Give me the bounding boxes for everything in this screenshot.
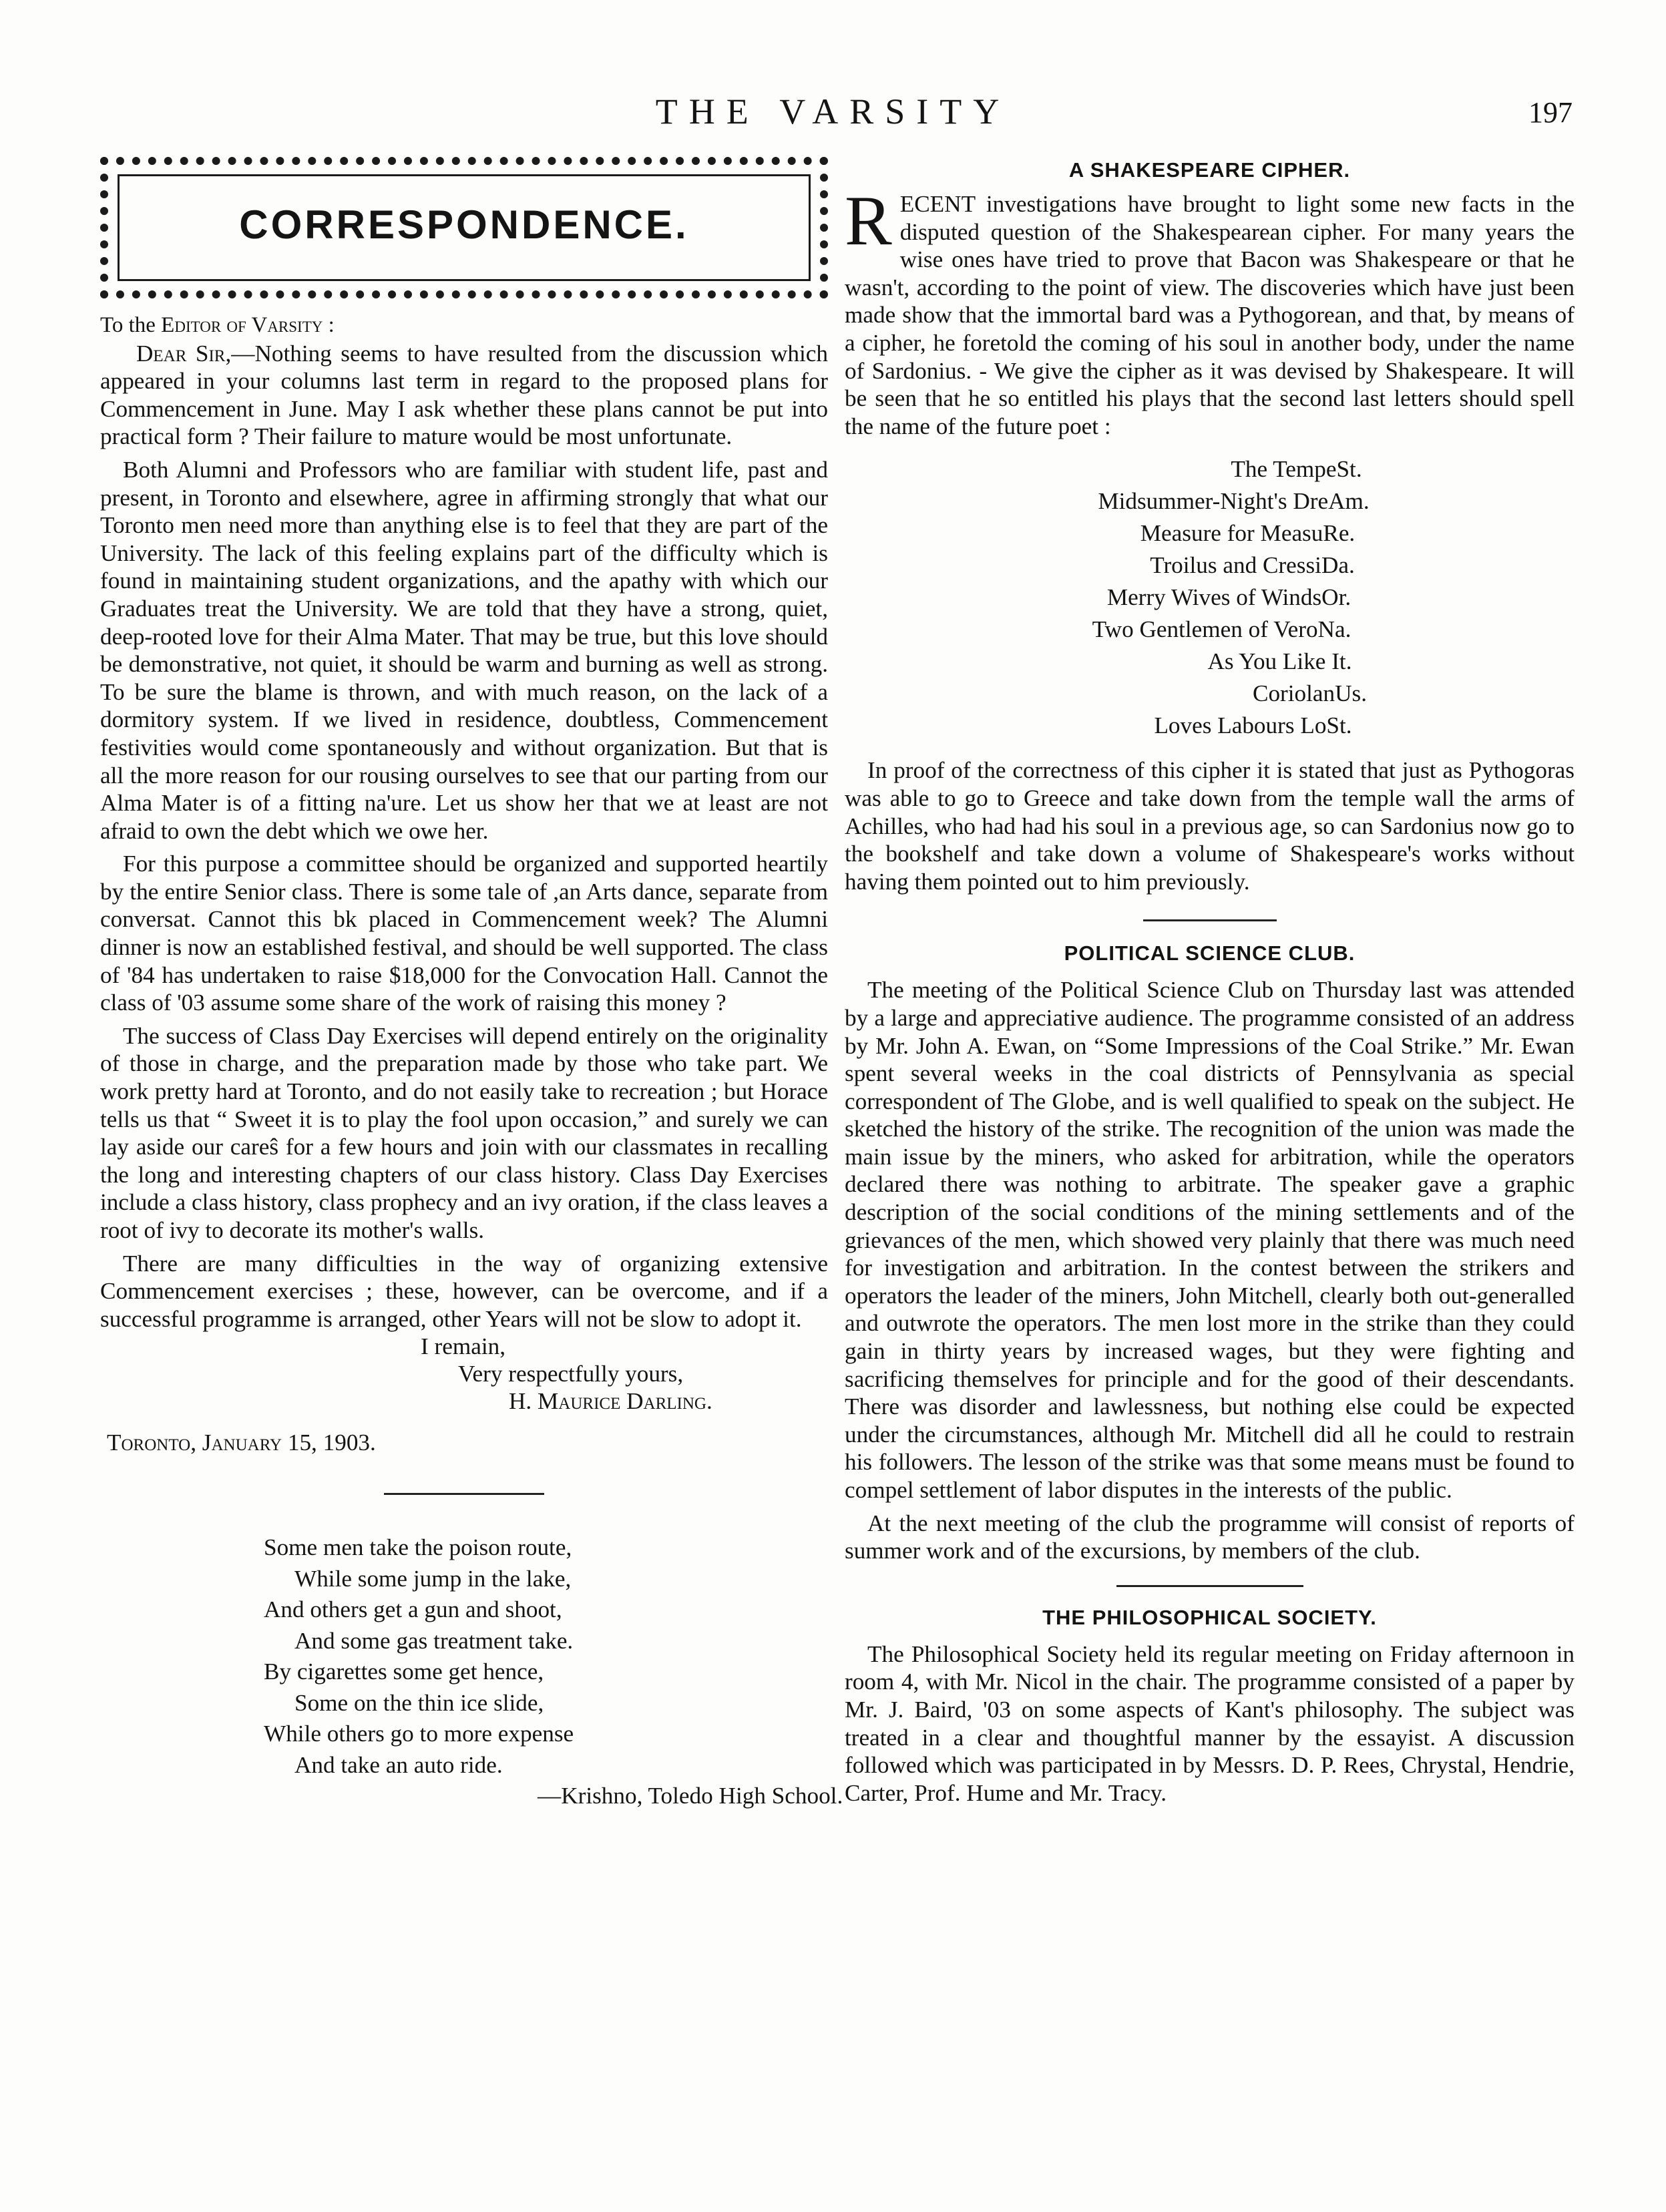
section-divider	[384, 1493, 544, 1495]
cipher-intro-paragraph: ECENT investigations have brought to light some new facts in the disputed question of the Shakespearean cipher. For many years the wise ones have tried to prove that Bacon was Shakespeare or that he wasn't, according to the point of view. The discoveries which have just been made show that the immortal bard was a Pythogorean, and that, by means of a cipher, he foretold the coming of his soul in another body, under the name of Sardonius. - We give the cipher as it was devised by Shakespeare. It will be seen that he so entitled his plays that the second last letters should spell the name of the future poet :	[845, 191, 1575, 439]
closing-remain: I remain,	[421, 1333, 506, 1360]
letter-signature: H. Maurice Darling.	[509, 1388, 712, 1415]
page-header	[0, 88, 1666, 142]
salutation-prefix: To the	[100, 313, 162, 337]
political-paragraph-2: At the next meeting of the club the programme will consist of reports of summer work and of the excursions, by members of the club.	[845, 1510, 1575, 1564]
correspondence-title: CORRESPONDENCE.	[239, 202, 689, 247]
poem-line: And others get a gun and shoot,	[264, 1596, 562, 1623]
running-title: THE VARSITY	[655, 91, 1011, 132]
philosophical-heading: THE PHILOSOPHICAL SOCIETY.	[1042, 1605, 1377, 1629]
salutation-addressee: Editor of Varsity :	[161, 313, 335, 337]
letter-paragraph-3: For this purpose a committee should be organized and supported heartily by the entire Senior class. There is some tale of ,an Arts dance, separate from conversat. Cannot this bk placed in Commencement week? The Alumni dinner is now an established festival, and should be well supported. The class of '84 has undertaken to raise $18,000 for the Convocation Hall. Cannot the class of '03 assume some share of the work of raising this money ?	[100, 851, 828, 1016]
poem	[100, 1532, 843, 1812]
cipher-play: As You Like It.	[1207, 648, 1352, 675]
cipher-play: Midsummer-Night's DreAm.	[1098, 488, 1370, 515]
poem-line: While some jump in the lake,	[294, 1565, 572, 1592]
cipher-play: The TempeSt.	[1231, 456, 1362, 483]
letter-place-date: Toronto, January 15, 1903.	[107, 1429, 376, 1456]
letter-paragraph-4: The success of Class Day Exercises will depend entirely on the originality of those in charge, and the preparation made by those who take part. We work pretty hard at Toronto, and do not easily take to recreation ; but Horace tells us that “ Sweet it is to play the fool upon occasion,” and surely we can lay aside our careŝ for a few hours and join with our classmates in recalling the long and interesting chapters of our class history. Class Day Exercises include a class history, class prophecy and an ivy oration, if the class leaves a root of ivy to decorate its mother's walls.	[100, 1022, 828, 1243]
political-science-heading: POLITICAL SCIENCE CLUB.	[1064, 941, 1356, 965]
political-paragraph-1: The meeting of the Political Science Club on Thursday last was attended by a large and appreciative audience. The programme consisted of an address by Mr. John A. Ewan, on “Some Impressions of the Coal Strike.” Mr. Ewan spent several weeks in the coal districts of Pennsylvania as special correspondent of The Globe, and is well qualified to speak on the subject. He sketched the history of the strike. The recognition of the union was made the main issue by the miners, who asked for arbitration, while the operators declared there was nothing to arbitrate. The speaker gave a graphic description of the social conditions of the mining settlements and of the grievances of the men, which showed very plainly that there was much need for investigation and arbitration. In the contest between the strikers and operators the leader of the miners, John Mitchell, clearly both out-generalled and outwrote the operators. The men lost more in the strike than they could gain in thirty years by increased wages, but they were fighting and sacrificing themselves for principle and for the good of their descendants. There was disorder and lawlessness, but nothing else could be expected under the circumstances, although Mr. Mitchell did all he could to restrain his followers. The lesson of the strike was that some means must be found to compel settlement of labor disputes in the interests of the public.	[845, 977, 1575, 1503]
drop-cap: R	[845, 182, 892, 260]
letter-salutation	[100, 312, 828, 340]
correspondence-ornament-box	[100, 157, 828, 298]
poem-line: Some on the thin ice slide,	[294, 1689, 544, 1716]
poem-line: And some gas treatment take.	[294, 1627, 574, 1654]
right-column	[845, 157, 1575, 1807]
letter-opening: Dear Sir,	[136, 340, 232, 367]
letter-paragraph-5: There are many difficulties in the way of organizing extensive Commencement exercises ; these, however, can be overcome, and if a successful programme is arranged, other Years will not be slow to adopt it.	[100, 1250, 828, 1332]
section-divider	[1116, 1585, 1303, 1587]
philosophical-paragraph: The Philosophical Society held its regular meeting on Friday afternoon in room 4, with Mr. Nicol in the chair. The programme consisted of a paper by Mr. J. Baird, '03 on some aspects of Kant's philosophy. The subject was treated in a clear and thoughtful manner by the essayist. A discussion followed which was participated in by Messrs. D. P. Rees, Chrystal, Hendrie, Carter, Prof. Hume and Mr. Tracy.	[845, 1640, 1575, 1806]
poem-attribution: —Krishno, Toledo High School.	[538, 1783, 843, 1809]
letter-paragraph-2: Both Alumni and Professors who are familiar with student life, past and present, in Toronto and elsewhere, agree in affirming strongly that what our Toronto men need more than anything else is to feel that they are part of the University. The lack of this feeling explains part of the difficulty which is found in maintaining student organizations, and the apathy with which our Graduates treat the University. We are told that they have a strong, quiet, deep-rooted love for their Alma Mater. That may be true, but this love should be demonstrative, not quiet, it should be warm and burning as well as strong. To be sure the blame is thrown, and with much reason, on the lack of a dormitory system. If we lived in residence, doubtless, Commencement festivities would come spontaneously and without organization. But that is all the more reason for our rousing ourselves to see that our parting from our Alma Mater is of a fitting na'ure. Let us show her that we at least are not afraid to own the debt which we owe her.	[100, 456, 828, 844]
cipher-play: Troilus and CressiDa.	[1150, 552, 1355, 579]
cipher-conclusion: In proof of the correctness of this cipher it is stated that just as Pythogoras was able to go to Greece and take down from the temple wall the arms of Achilles, who had had his soul in a previous age, so can Sardonius now go to the bookshelf and take down a volume of Shakespeare's works without having them pointed out to him previously.	[845, 757, 1575, 895]
cipher-play: Measure for MeasuRe.	[1140, 520, 1356, 547]
letter-paragraph-1	[100, 340, 828, 451]
poem-line: Some men take the poison route,	[264, 1534, 572, 1561]
letter-closing	[100, 1333, 828, 1473]
cipher-play: Loves Labours LoSt.	[1154, 712, 1352, 739]
cipher-play: Merry Wives of WindsOr.	[1106, 584, 1351, 611]
page-number: 197	[1528, 96, 1573, 129]
cipher-play-list	[845, 453, 1575, 742]
left-column	[100, 157, 843, 1812]
closing-yours: Very respectfully yours,	[458, 1361, 684, 1387]
cipher-intro-block	[845, 182, 1575, 440]
cipher-play: CoriolanUs.	[1252, 680, 1368, 707]
poem-line: By cigarettes some get hence,	[264, 1658, 544, 1685]
letter-paragraph-1-text: —Nothing seems to have resulted from the discussion which appeared in your columns last term in regard to the proposed plans for Commencement in June. May I ask whether these plans cannot be put into practical form ? Their failure to mature would be most unfortunate.	[100, 340, 828, 450]
shakespeare-cipher-heading: A SHAKESPEARE CIPHER.	[1068, 158, 1351, 182]
section-divider	[1143, 919, 1277, 921]
poem-line: While others go to more expense	[264, 1721, 574, 1747]
cipher-play: Two Gentlemen of VeroNa.	[1092, 616, 1351, 643]
poem-line: And take an auto ride.	[294, 1751, 503, 1778]
